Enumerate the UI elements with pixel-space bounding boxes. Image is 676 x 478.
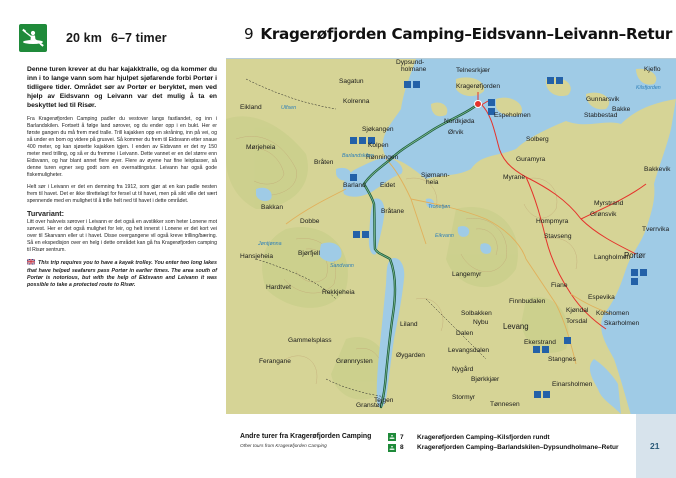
svg-text:Skarholmen: Skarholmen [604,320,640,327]
distance: 20 km [66,31,102,45]
english-summary [27,259,217,289]
route-number: 9 [244,25,254,43]
route-map [226,58,676,414]
svg-text:Sagatun: Sagatun [339,78,364,85]
svg-text:Tejgen: Tejgen [374,397,394,404]
related-tours-list [388,432,619,453]
related-tour-8[interactable] [388,443,619,454]
svg-text:Kragerøfjorden: Kragerøfjorden [456,83,500,90]
tour-description [27,66,217,294]
svg-text:Grønsvik: Grønsvik [590,211,617,218]
intro-paragraph: Denne turen krever at du har kajakktralle, og da kommer du inn i to lange vann som har hjulpet sjøfarende forbi Portør i tidligere tider. Området sør av Portør er beryktet, men ved hjelp av Eidsvann og Leivann var det mulig å ta en beskyttet led til Risør. [27,66,217,109]
svg-text:Gammelsplass: Gammelsplass [288,337,332,344]
svg-text:Rekkjeheia: Rekkjeheia [322,289,355,296]
svg-text:Granstøl: Granstøl [356,402,382,409]
svg-text:Kolpen: Kolpen [368,142,389,149]
svg-text:Langemyr: Langemyr [452,271,482,278]
variant-heading: Turvariant: [27,209,65,219]
svg-text:Einarsholmen: Einarsholmen [552,381,593,388]
svg-text:Dypsund-: Dypsund- [396,59,425,66]
svg-text:Levang: Levang [503,322,529,331]
duration: 6–7 timer [110,31,167,45]
svg-text:Bakkan: Bakkan [261,204,283,211]
page-number: 21 [650,441,660,451]
svg-text:holmane: holmane [401,66,427,73]
svg-text:Øygarden: Øygarden [396,352,425,359]
svg-text:Myrane: Myrane [503,174,525,181]
svg-text:Bakkevik: Bakkevik [644,166,671,173]
svg-text:Kolrenna: Kolrenna [343,98,370,105]
svg-text:Bråten: Bråten [314,159,334,166]
svg-text:Hardtvet: Hardtvet [266,284,291,291]
svg-text:Finnbudalen: Finnbudalen [509,298,546,305]
svg-text:Dobbe: Dobbe [300,218,320,225]
svg-text:Bjørfjell: Bjørfjell [298,250,320,257]
svg-text:Solbakken: Solbakken [461,310,492,317]
other-tours-title: Andre turer fra Kragerøfjorden Camping [240,433,372,440]
svg-text:Kolshomen: Kolshomen [596,310,629,317]
svg-text:Eikvann: Eikvann [435,233,454,239]
svg-text:Ørvik: Ørvik [448,129,464,136]
svg-text:Ulfsen: Ulfsen [281,105,297,111]
svg-text:Barland: Barland [343,182,366,189]
description-paragraph-3: Litt over halvveis sørover i Leivann er det også en avstikker som heter Lonene mot sørvest. Her er det også mulighet for leir, og helt innerst i Lonene er det kort vei over til Skarvann eller ut i havet. Disse overgangene vil også kreve trilling/bæring. Så en ekspedisjon over en helg i dette området kan gå fra Kragerøfjorden camping til Risør sentrum. [27,219,217,254]
svg-text:Barlandskilen: Barlandskilen [342,153,374,159]
kayak-icon [388,444,396,452]
svg-text:Stabbestad: Stabbestad [584,112,618,119]
kayak-icon [388,433,396,441]
other-tours-subtitle: Other tours from Kragerøfjorden Camping [240,443,327,448]
svg-text:Kilsfjorden: Kilsfjorden [636,85,661,91]
svg-text:Nybu: Nybu [473,319,489,326]
svg-text:Sandvann: Sandvann [330,263,354,269]
svg-text:Espeholmen: Espeholmen [494,112,531,119]
related-tour-7[interactable] [388,432,619,443]
svg-text:Langholmen: Langholmen [594,254,631,261]
svg-text:Tverrvika: Tverrvika [642,226,670,233]
svg-text:Myrstrand: Myrstrand [594,200,624,207]
description-paragraph-1: Fra Kragerøfjorden Camping padler du vestover langs fastlandet, og inn i Barlandskilen. Fortsett å følge land sørover, og du ender opp i en bukt. Her er første gangen du må frem med tralle. Trill kajakken opp en skråning, inn på vei, og så under en bom og videre på grusvei. Så kommer du frem til Eidsvann etter snaue 400 meter, og kan sjøsette kajakken igjen. I enden av Eidsvann er det ny 150 meter med trilling, og så er du fremme i Leivann. Dette vannet er en del større enn Eidsvann, og har blant annet flere øyer. Flere av øyene har fine leirplasser, så denne turen egner seg godt som en overnattingstur. Leivann har også gode fiskemuligheter. [27,115,217,178]
svg-text:Sjøkangen: Sjøkangen [362,126,394,133]
svg-text:Solberg: Solberg [526,136,549,143]
kayak-icon [19,24,47,52]
svg-text:Fiane: Fiane [551,282,568,289]
svg-text:Gunnarsvik: Gunnarsvik [586,96,620,103]
svg-text:Ekerstrand: Ekerstrand [524,339,556,346]
route-title [244,25,672,43]
svg-text:Nygård: Nygård [452,366,474,373]
svg-text:Guramyra: Guramyra [516,156,546,163]
related-tour-number: 8 [400,444,404,452]
english-summary-text: This trip requires you to have a kayak trolley. You enter two long lakes that have helped seafarers pass Portør in earlier times. The area south of Portør is notorious, but with the help of Eidsvann and Leivann it was possible to take a protected route to Risør. [27,260,217,288]
other-tours [240,433,371,448]
svg-text:Telnesrkjær: Telnesrkjær [456,67,491,74]
svg-text:Hansjeheia: Hansjeheia [240,253,273,260]
svg-text:Bjørkkjær: Bjørkkjær [471,376,500,383]
distance-duration [66,31,167,45]
svg-text:Grønnrysten: Grønnrysten [336,358,373,365]
svg-text:Bråtane: Bråtane [381,208,405,215]
svg-text:Stangnes: Stangnes [548,356,576,363]
svg-text:Stormyr: Stormyr [452,394,476,401]
svg-text:Liland: Liland [400,321,418,328]
related-tour-label: Kragerøfjorden Camping–Kilsfjorden rundt [417,433,550,441]
svg-text:Sjømann-: Sjømann- [421,172,450,179]
related-tour-number: 7 [400,433,404,441]
svg-text:Bakke: Bakke [612,106,631,113]
svg-text:Tronetjøn: Tronetjøn [428,204,451,210]
svg-text:Tønnesen: Tønnesen [490,401,520,408]
svg-text:Stavseng: Stavseng [544,233,572,240]
route-name: Kragerøfjorden Camping–Eidsvann–Leivann–Retur [260,25,673,43]
svg-text:Kjøndal: Kjøndal [566,307,589,314]
svg-text:Hompmyra: Hompmyra [536,218,569,225]
svg-text:Eidet: Eidet [380,182,396,189]
svg-text:Rønningen: Rønningen [366,154,399,161]
svg-text:Nordkjøda: Nordkjøda [444,118,475,125]
uk-flag-icon [27,259,35,265]
svg-text:Portør: Portør [624,251,646,260]
svg-text:Dalen: Dalen [456,330,474,337]
svg-text:Ferangane: Ferangane [259,358,291,365]
svg-text:Torsdal: Torsdal [566,318,588,325]
topographic-map [226,59,676,414]
svg-text:Espevika: Espevika [588,294,615,301]
related-tour-label: Kragerøfjorden Camping–Barlandskilen–Dypsundholmane–Retur [417,444,619,452]
svg-text:Kjeflo: Kjeflo [644,66,661,73]
svg-text:heia: heia [426,179,439,186]
svg-text:Mørjeheia: Mørjeheia [246,144,276,151]
description-paragraph-2: Helt sør i Leivann er det en demning fra 1912, som gjør at en kan padle nesten frem til havet. Det er ikke tilrettelagt for fersel ut til havet, men på sikt ville det vært spennende med en mulighet til å trille helt ned til havet i dette området. [27,183,217,205]
tour-summary-header [0,0,226,58]
svg-text:Levangsdalen: Levangsdalen [448,347,490,354]
svg-text:Eikland: Eikland [240,104,262,111]
svg-text:Jøntjønna: Jøntjønna [258,241,282,247]
